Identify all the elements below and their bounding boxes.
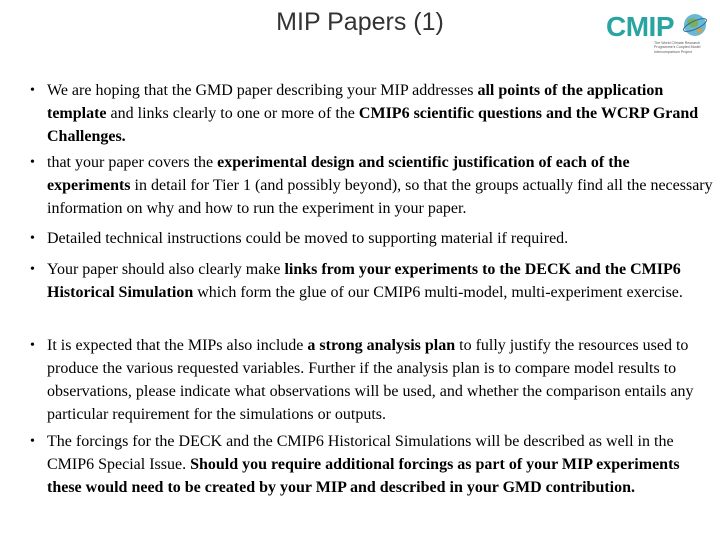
bullet-text (47, 151, 715, 220)
bullet-text-run: The forcings for the DECK and the CMIP6 Historical Simulations will be described as well in the CMIP6 Special Issue. (47, 433, 674, 473)
bullet-marker: • (30, 155, 35, 170)
bullet-text-run: and links clearly to one or more of the (106, 105, 359, 122)
cmip-logo (604, 8, 716, 52)
cmip-wordmark: CMIP (606, 11, 674, 42)
bullet-text-run: which form the glue of our CMIP6 multi-model, multi-experiment exercise. (193, 284, 683, 301)
bullet-marker: • (30, 338, 35, 353)
bullet-marker: • (30, 262, 35, 277)
bullet-text-run: in detail for Tier 1 (and possibly beyond), so that the groups actually find all the necessary information on why and how to run the experiment in your paper. (47, 177, 713, 217)
bullet-text-bold: CMIP6 scientific questions and the WCRP Grand Challenges. (47, 105, 699, 145)
bullet-text-run: that your paper covers the (47, 154, 218, 171)
bullet-text-bold: a strong analysis plan (307, 337, 456, 354)
bullet-text-bold: Should you require additional forcings as part of your MIP experiments these would need to be created by your MIP and described in your GMD contribution. (47, 456, 680, 496)
bullet-text-bold: links from your experiments to the DECK and the CMIP6 Historical Simulation (47, 261, 681, 301)
bullet-text-run: Detailed technical instructions could be moved to supporting material if required. (47, 230, 569, 247)
bullet-text-run: to fully justify the resources used to produce the various requested variables. Further if the analysis plan is to compare model results to observations, please indicate what observations will be used, and whether the comparison entails any particular requirement for the simulations or outputs. (47, 337, 694, 423)
bullet-text (47, 258, 715, 304)
bullet-text-bold: all points of the application template (47, 82, 664, 122)
bullet-text-run: We are hoping that the GMD paper describing your MIP addresses (47, 82, 478, 99)
bullet-marker: • (30, 83, 35, 98)
slide-title: MIP Papers (1) (276, 8, 444, 36)
cmip-logo-subtitle: The World Climate Research Programme's Coupled Model Intercomparison Project (654, 41, 701, 54)
bullet-text-run: It is expected that the MIPs also include (47, 337, 308, 354)
bullet-text-bold: experimental design and scientific justification of each of the experiments (47, 154, 630, 194)
bullet-text (47, 227, 715, 250)
bullet-text (47, 430, 715, 499)
globe-icon (682, 12, 708, 38)
bullet-marker: • (30, 434, 35, 449)
bullet-text-run: Your paper should also clearly make (47, 261, 285, 278)
bullet-marker: • (30, 231, 35, 246)
bullet-text (47, 334, 715, 426)
bullet-text (47, 79, 715, 148)
